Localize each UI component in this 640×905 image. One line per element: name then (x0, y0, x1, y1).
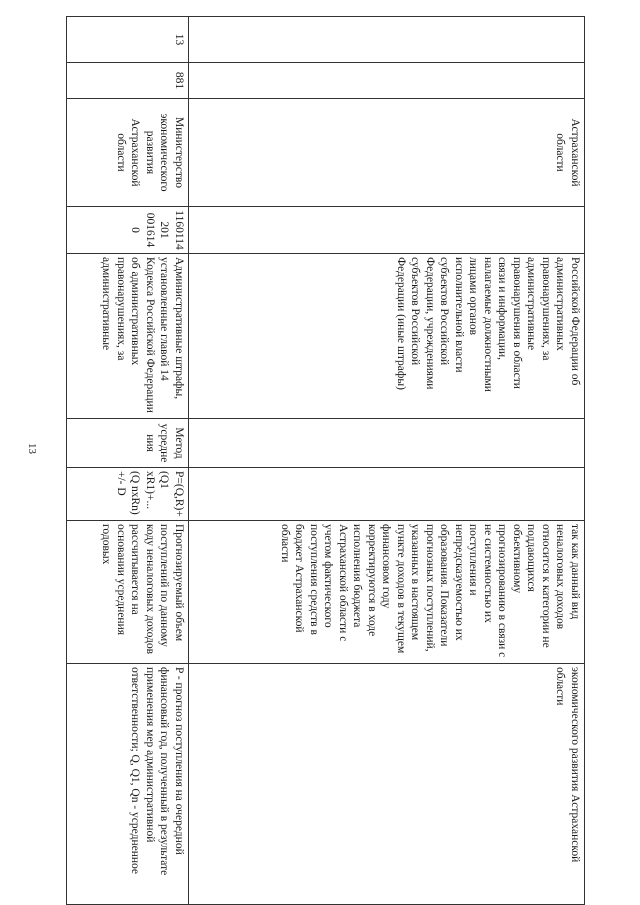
rotated-table-container (67, 16, 585, 904)
table-row-13 (67, 17, 189, 905)
cell-revenue-name: Административные штрафы, установленные главой 14 Кодекса Российской Федерации об административных правонарушениях, за административные (67, 254, 189, 419)
cell-number (189, 17, 585, 63)
cell-number: 13 (67, 17, 189, 63)
table-row-continuation (189, 17, 585, 905)
cell-code: 881 (67, 63, 189, 99)
cell-algorithm: так как данный вид неналоговых доходов относится к категории не поддающихся объективному прогнозированию в связи с не системностью их поступления и непредсказуемостью их образования. Показатели прогнозных поступлений, указанных в настоящем пункте доходов в текущем финансовом году корректируются в ходе исполнения бюджета Астраханской области с учетом фактического поступления средств в бюджет Астраханской области (189, 521, 585, 664)
cell-kbk (189, 207, 585, 254)
cell-administrator: Министерство экономического развития Астраханской области (67, 99, 189, 207)
page-number: 13 (26, 443, 38, 454)
cell-algorithm: Прогнозируемый объем поступлений по данному коду неналоговых доходов рассчитывается на основании усреднения годовых (67, 521, 189, 664)
cell-source: P - прогноз поступления на очередной финансовый год, полученный в результате применения мер административной ответственности; Q, Q1, Qn - усредненное (67, 664, 189, 905)
cell-revenue-name: Российской Федерации об административных правонарушениях, за административные правонарушения в области связи и информации, налагаемые должностными лицами органов исполнительной власти субъектов Российской Федерации, учреждениями субъектов Российской Федерации (иные штрафы) (189, 254, 585, 419)
cell-formula: P=(Q,R)+(Q1 xR1)+...(Q nxRn) +/- D (67, 468, 189, 521)
cell-source: экономического развития Астраханской области (189, 664, 585, 905)
cell-formula (189, 468, 585, 521)
revenue-forecast-table (66, 16, 585, 905)
cell-method (189, 419, 585, 468)
cell-code (189, 63, 585, 99)
cell-administrator: Астраханской области (189, 99, 585, 207)
cell-kbk: 1160114201 0016140 (67, 207, 189, 254)
cell-method: Метод усреднения (67, 419, 189, 468)
